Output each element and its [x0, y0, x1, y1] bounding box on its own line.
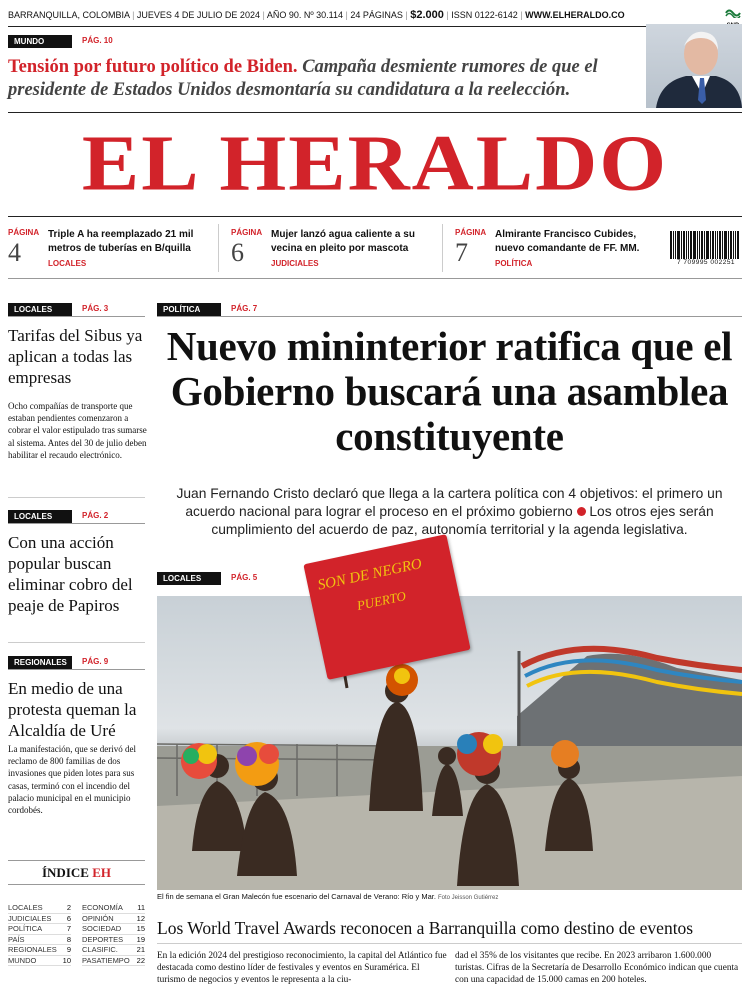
top-bar: BARRANQUILLA, COLOMBIA | JUEVES 4 DE JULIO DE 2024 | AÑO 90. Nº 30.114 | 24 PÁGINAS | $2.000 | ISSN 0122-6142 | WWW.ELHERALDO.CO [8, 9, 625, 21]
section-tag: POLÍTICA [157, 303, 221, 316]
page-ref: PÁG. 9 [82, 657, 109, 666]
index-row[interactable]: JUDICIALES 6 [8, 913, 71, 923]
index-right [82, 903, 145, 966]
section-tag: LOCALES [8, 510, 72, 523]
index-row[interactable]: PASATIEMPO 22 [82, 955, 145, 965]
page-ref: PÁG. 5 [231, 573, 258, 582]
index-left [8, 903, 71, 966]
photo-caption: El fin de semana el Gran Malecón fue escenario del Carnaval de Verano: Río y Mar. Foto Jeisson Gutiérrez [157, 892, 499, 901]
page-ref: PÁG. 3 [82, 304, 109, 313]
page-ref: PÁG. 10 [82, 36, 113, 45]
bullet-icon [577, 507, 586, 516]
masthead-logo[interactable]: EL HERALDO [81, 118, 669, 208]
page-count: 24 PÁGINAS [350, 10, 403, 20]
price: $2.000 [410, 9, 444, 21]
index-row[interactable]: ECONOMÍA 11 [82, 903, 145, 912]
story-headline[interactable]: Los World Travel Awards reconocen a Barranquilla como destino de eventos [157, 918, 694, 938]
issn: ISSN 0122-6142 [451, 10, 518, 20]
barcode-number: 7 709995 002251 [676, 259, 736, 266]
lead-headline[interactable]: Nuevo mininterior ratifica que el Gobierno buscará una asamblea constituyente [166, 323, 733, 459]
side-body: Ocho compañías de transporte que estaban pendientes comenzaron a cobrar el valor estipulado tras sumarse al sistema. Antes del 30 de julio deben habilitar el recaudo electrónico. [8, 401, 147, 460]
index-row[interactable]: LOCALES 2 [8, 903, 71, 912]
snd-badge [722, 5, 744, 25]
biden-photo [646, 24, 742, 108]
page-ref: PÁG. 7 [231, 304, 258, 313]
city: BARRANQUILLA, COLOMBIA [8, 10, 130, 20]
section-tag: LOCALES [157, 572, 221, 585]
index-row[interactable]: POLÍTICA 7 [8, 924, 71, 933]
index-row[interactable]: OPINIÓN 12 [82, 913, 145, 923]
section-tag: MUNDO [8, 35, 72, 48]
edition: AÑO 90. Nº 30.114 [266, 10, 343, 20]
lead-deck: Juan Fernando Cristo declaró que llega a la cartera política con 4 objetivos: el primero un acuerdo nacional para lograr el proceso en el próximo gobierno Los otros ejes serán cumplimiento del acuerdo de paz, autonomía territorial y la agenda legislativa. [176, 486, 723, 537]
flag-text-2: PUERTO [355, 588, 408, 614]
section-tag: LOCALES [8, 303, 72, 316]
teaser-text[interactable] [8, 56, 644, 102]
index-row[interactable]: CLASIFIC. 21 [82, 945, 145, 954]
index-row[interactable]: SOCIEDAD 15 [82, 924, 145, 933]
side-headline[interactable]: En medio de una protesta queman la Alcaldía de Uré [8, 679, 137, 740]
page-ref: PÁG. 2 [82, 511, 109, 520]
story-col-2: dad el 35% de los visitantes que recibe. En 2023 arribaron 1.600.000 turistas. Cifras de la Secretaría de Desarrollo Económico indican que cuenta con una capacidad de 15.000 camas en 200 hoteles. [455, 951, 739, 985]
side-headline[interactable]: Con una acción popular buscan eliminar cobro del peaje de Papiros [8, 533, 133, 615]
flag-text-1: SON DE NEGRO [316, 556, 424, 594]
index-row[interactable]: REGIONALES 9 [8, 945, 71, 954]
index-row[interactable]: DEPORTES 19 [82, 934, 145, 944]
index-row[interactable]: MUNDO 10 [8, 955, 71, 965]
website-link[interactable]: WWW.ELHERALDO.CO [525, 10, 625, 20]
teaser-headline: Tensión por futuro político de Biden. [8, 57, 298, 77]
story-col-1: En la edición 2024 del prestigioso reconocimiento, la capital del Atlántico fue destacada como destino líder de festivales y eventos en Suramérica. El turismo de negocios y eventos le representa a la ciu- [157, 951, 447, 985]
index-title: ÍNDICE EH [41, 865, 111, 880]
ref-item[interactable]: PÁGINA 7 Almirante Francisco Cubides, nuevo comandante de FF. MM. POLÍTICA [455, 228, 640, 268]
section-tag: REGIONALES [8, 656, 72, 669]
barcode [670, 231, 742, 259]
teaser-deck: Campaña desmiente rumores de que el presidente de Estados Unidos desmontaría su candidatura a la reelección. [8, 57, 598, 100]
snd-logo-icon [725, 8, 741, 18]
side-body: La manifestación, que se derivó del reclamo de 800 familias de dos invasiones que piden lotes para sus casas, terminó con el incendio del palacio municipal en el municipio cordobés. [8, 744, 136, 816]
ref-item[interactable]: PÁGINA 6 Mujer lanzó agua caliente a su vecina en pleito por mascota JUDICIALES [231, 228, 415, 268]
side-headline[interactable]: Tarifas del Sibus ya aplican a todas las empresas [8, 326, 143, 387]
date: JUEVES 4 DE JULIO DE 2024 [136, 10, 260, 20]
index-row[interactable]: PAÍS 8 [8, 934, 71, 944]
ref-item[interactable]: PÁGINA 4 Triple A ha reemplazado 21 mil metros de tuberías en B/quilla LOCALES [8, 228, 194, 268]
